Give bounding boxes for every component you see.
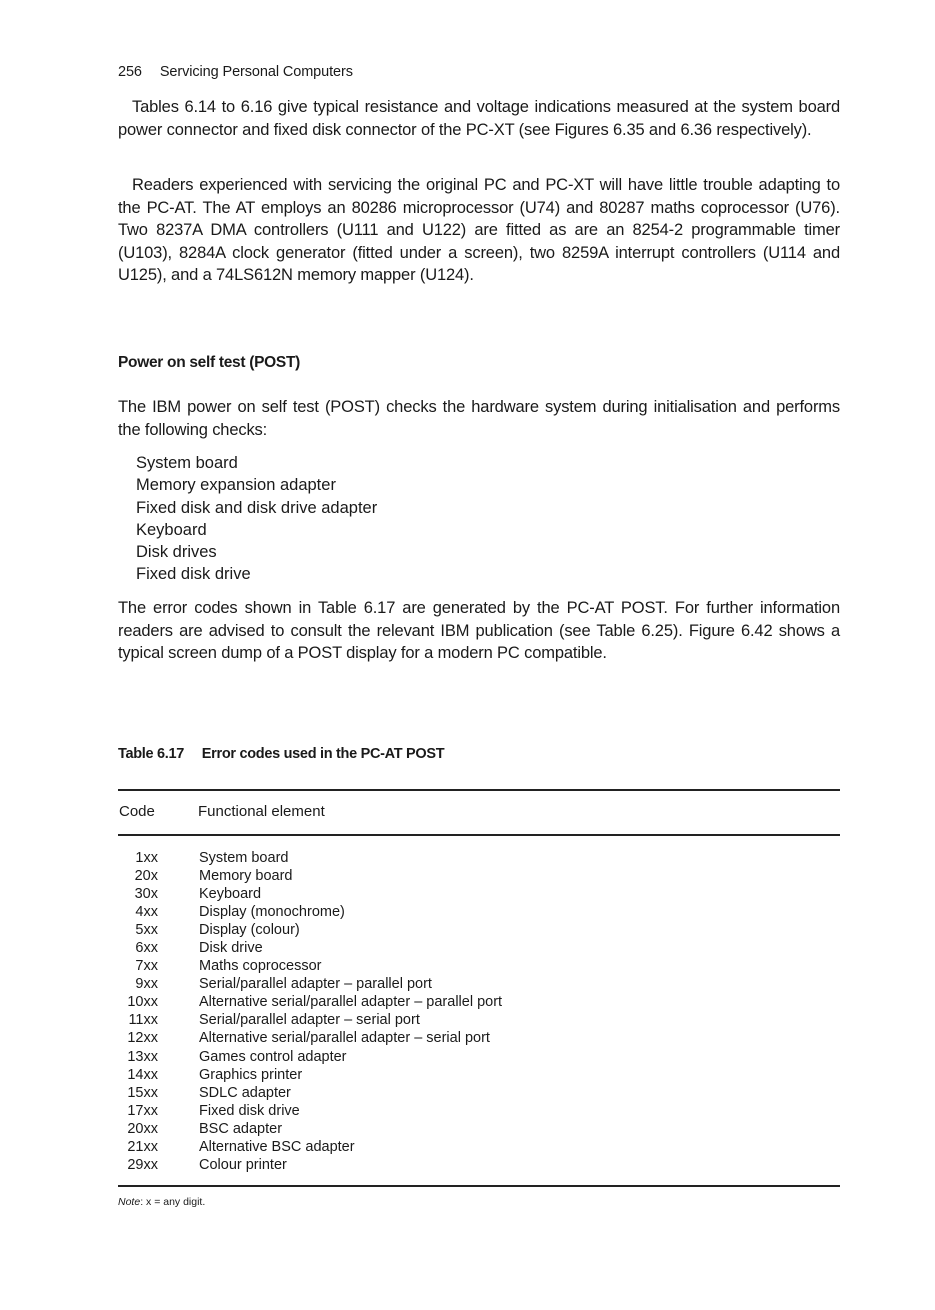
code-cell: 12xx bbox=[127, 1030, 158, 1047]
paragraph-post-intro: The IBM power on self test (POST) checks the hardware system during initialisation and performs the following checks: bbox=[118, 398, 840, 439]
element-cell: Serial/parallel adapter – parallel port bbox=[199, 976, 432, 993]
code-cell: 9xx bbox=[135, 976, 158, 993]
table-row bbox=[118, 867, 502, 885]
paragraph-pc-at bbox=[118, 174, 840, 287]
code-cell: 29xx bbox=[127, 1156, 158, 1173]
element-cell: Display (monochrome) bbox=[199, 904, 345, 921]
table-caption bbox=[118, 746, 444, 762]
paragraph-text: Tables 6.14 to 6.16 give typical resistance and voltage indications measured at the system board power connector and fixed disk connector of the PC-XT (see Figures 6.35 and 6.36 respectively). bbox=[118, 98, 840, 139]
code-cell: 11xx bbox=[128, 1012, 158, 1029]
paragraph-error-codes: The error codes shown in Table 6.17 are generated by the PC-AT POST. For further information readers are advised to consult the relevant IBM publication (see Table 6.25). Figure 6.42 shows a typical screen dump of a POST display for a modern PC compatible. bbox=[118, 599, 840, 662]
running-head bbox=[118, 64, 353, 80]
element-cell: Keyboard bbox=[199, 886, 262, 903]
table-row bbox=[118, 849, 502, 867]
table-header-rule bbox=[118, 834, 840, 836]
list-item: Keyboard bbox=[136, 520, 207, 539]
list-item: Disk drives bbox=[136, 543, 217, 562]
code-cell: 21xx bbox=[127, 1138, 158, 1155]
code-cell: 6xx bbox=[135, 940, 158, 957]
list-item: Fixed disk drive bbox=[136, 565, 251, 584]
element-cell: Display (colour) bbox=[199, 922, 300, 939]
paragraph-text: Readers experienced with servicing the original PC and PC-XT will have little trouble adapting to the PC-AT. The AT employs an 80286 microprocessor (U74) and 80287 maths coprocessor (U76). Two 8237A DMA controllers (U111 and U122) are fitted as are an 8254-2 programmable timer (U103), 8284A clock generator (fitted under a screen), two 8259A interrupt controllers (U114 and U125), and a 74LS612N memory mapper (U124). bbox=[118, 176, 840, 284]
code-cell: 4xx bbox=[135, 904, 158, 921]
element-cell: Alternative serial/parallel adapter – serial port bbox=[199, 1030, 490, 1047]
table-row bbox=[118, 975, 502, 993]
element-cell: Memory board bbox=[199, 868, 293, 885]
table-row bbox=[118, 1029, 502, 1047]
table-row bbox=[118, 939, 502, 957]
note-text: : x = any digit. bbox=[140, 1196, 206, 1208]
column-header-code: Code bbox=[119, 803, 155, 820]
element-cell: Alternative serial/parallel adapter – parallel port bbox=[199, 994, 503, 1011]
list-item: System board bbox=[136, 454, 238, 472]
column-header-element: Functional element bbox=[198, 803, 325, 820]
code-cell: 20xx bbox=[127, 1120, 158, 1137]
section-heading: Power on self test (POST) bbox=[118, 354, 300, 371]
table-top-rule bbox=[118, 789, 840, 791]
code-cell: 7xx bbox=[135, 958, 158, 975]
table-row bbox=[118, 1138, 502, 1156]
paragraph-tables-intro bbox=[118, 96, 840, 141]
code-cell: 17xx bbox=[127, 1102, 158, 1119]
element-cell: Alternative BSC adapter bbox=[199, 1138, 355, 1155]
element-cell: System board bbox=[199, 850, 289, 866]
element-cell: Graphics printer bbox=[199, 1066, 303, 1083]
table-row bbox=[118, 993, 502, 1011]
post-checks-list bbox=[136, 452, 377, 586]
table-row bbox=[118, 1120, 502, 1138]
table-body bbox=[118, 849, 502, 1174]
element-cell: Colour printer bbox=[199, 1156, 287, 1173]
code-cell: 10xx bbox=[127, 994, 158, 1011]
table-row bbox=[118, 1011, 502, 1029]
table-number: Table 6.17 bbox=[118, 746, 185, 762]
table-row bbox=[118, 1066, 502, 1084]
table-row bbox=[118, 1156, 502, 1174]
note-label: Note bbox=[118, 1196, 141, 1208]
table-row bbox=[118, 921, 502, 939]
table-row bbox=[118, 1048, 502, 1066]
table-bottom-rule bbox=[118, 1185, 840, 1187]
table-title: Error codes used in the PC-AT POST bbox=[201, 746, 445, 762]
code-cell: 5xx bbox=[135, 922, 158, 939]
element-cell: Serial/parallel adapter – serial port bbox=[199, 1012, 420, 1029]
table-note bbox=[118, 1196, 205, 1208]
list-item: Fixed disk and disk drive adapter bbox=[136, 498, 378, 517]
element-cell: Disk drive bbox=[199, 940, 263, 957]
code-cell: 15xx bbox=[127, 1084, 158, 1101]
element-cell: Maths coprocessor bbox=[199, 958, 322, 975]
table-row bbox=[118, 885, 502, 903]
code-cell: 30x bbox=[134, 886, 158, 903]
table-row bbox=[118, 957, 502, 975]
table-row bbox=[118, 1102, 502, 1120]
element-cell: Games control adapter bbox=[199, 1048, 347, 1065]
book-title: Servicing Personal Computers bbox=[159, 64, 353, 80]
element-cell: SDLC adapter bbox=[199, 1084, 291, 1101]
list-item: Memory expansion adapter bbox=[136, 476, 336, 495]
table-row bbox=[118, 1084, 502, 1102]
element-cell: BSC adapter bbox=[199, 1120, 283, 1137]
element-cell: Fixed disk drive bbox=[199, 1102, 300, 1119]
code-cell: 13xx bbox=[127, 1048, 158, 1065]
table-row bbox=[118, 903, 502, 921]
code-cell: 1xx bbox=[135, 850, 158, 866]
code-cell: 20x bbox=[134, 868, 158, 885]
code-cell: 14xx bbox=[127, 1066, 158, 1083]
page-number: 256 bbox=[118, 64, 142, 80]
